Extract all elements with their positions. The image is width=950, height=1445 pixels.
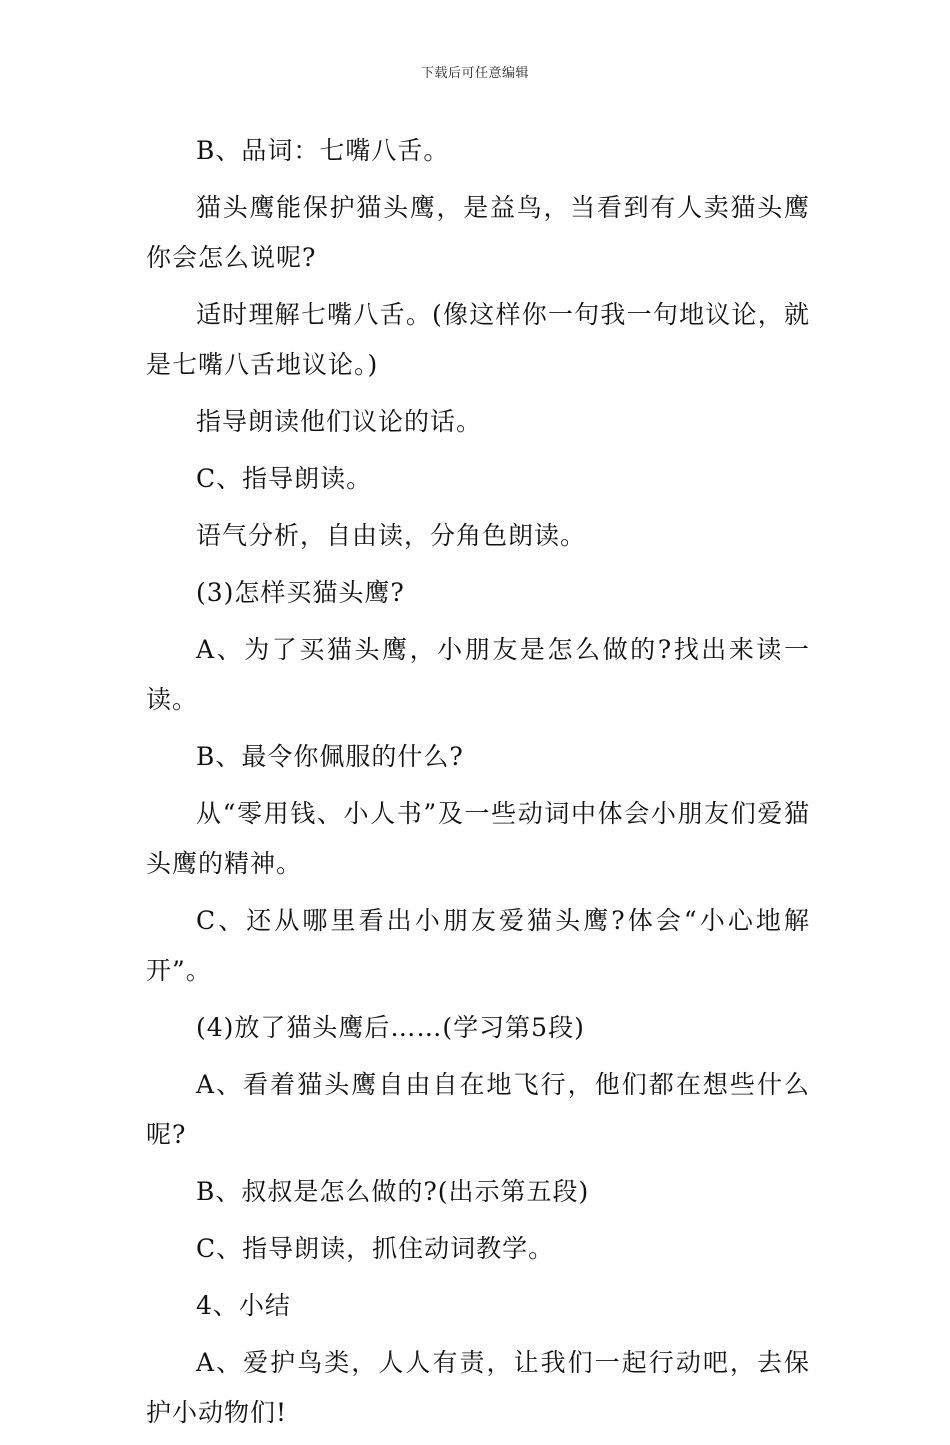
paragraph-14: B、叔叔是怎么做的?(出示第五段) [196,1177,590,1206]
paragraph-15: C、指导朗读，抓住动词教学。 [196,1234,555,1263]
paragraph-9: B、最令你佩服的什么? [196,742,464,771]
document-body [146,126,810,1445]
paragraph-3: 适时理解七嘴八舌。(像这样你一句我一句地议论，就是七嘴八舌地议论。) [146,300,810,379]
paragraph-5: C、指导朗读。 [196,464,373,493]
paragraph-11: C、还从哪里看出小朋友爱猫头鹰?体会“小心地解开”。 [146,906,810,985]
paragraph-13: A、看着猫头鹰自由自在地飞行，他们都在想些什么呢? [146,1070,810,1149]
paragraph-4: 指导朗读他们议论的话。 [196,407,483,436]
paragraph-1: B、品词：七嘴八舌。 [196,136,450,165]
paragraph-8: A、为了买猫头鹰，小朋友是怎么做的?找出来读一读。 [146,635,810,714]
paragraph-2: 猫头鹰能保护猫头鹰，是益鸟，当看到有人卖猫头鹰你会怎么说呢? [146,193,810,272]
paragraph-6: 语气分析，自由读，分角色朗读。 [196,521,587,550]
paragraph-16: 4、小结 [196,1291,291,1320]
paragraph-12: (4)放了猫头鹰后……(学习第5段) [196,1013,585,1042]
paragraph-7: (3)怎样买猫头鹰? [196,578,405,607]
paragraph-17: A、爱护鸟类，人人有责，让我们一起行动吧，去保护小动物们! [146,1348,810,1427]
page-header: 下载后可任意编辑 [420,66,529,81]
paragraph-10: 从“零用钱、小人书”及一些动词中体会小朋友们爱猫头鹰的精神。 [146,799,810,878]
